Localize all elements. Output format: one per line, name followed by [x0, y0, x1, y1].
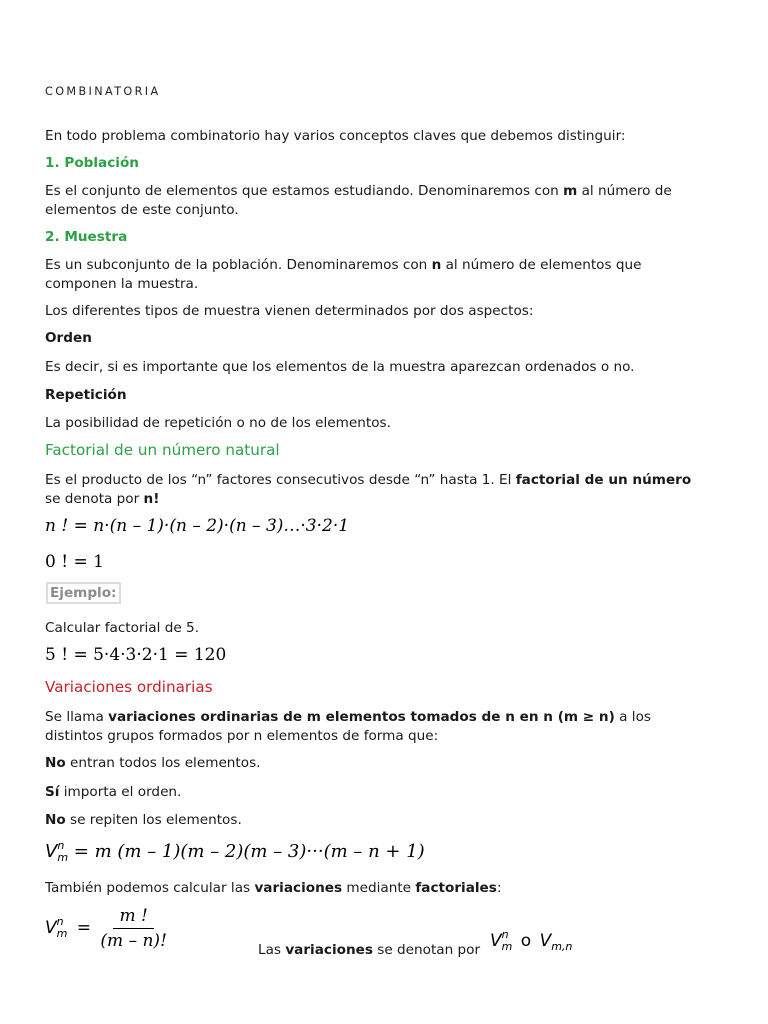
heading-muestra: 2. Muestra [45, 229, 128, 245]
heading-poblacion: 1. Población [45, 155, 139, 171]
rule-3: No se repiten los elementos. [45, 812, 242, 828]
formula-sub: m [57, 851, 69, 864]
denote-text: Las variaciones se denotan por [258, 942, 481, 958]
heading-variaciones: Variaciones ordinarias [45, 678, 213, 696]
muestra-text: Es un subconjunto de la población. Denominaremos con n al número de elementos que componen la muestra. [45, 257, 642, 292]
tipos-text: Los diferentes tipos de muestra vienen determinados por dos aspectos: [45, 303, 534, 319]
formula-v: V [45, 841, 58, 862]
factorial-method-text: También podemos calcular las variaciones mediante factoriales: [45, 880, 502, 896]
variaciones-definition: Se llama variaciones ordinarias de m elementos tomados de n en n (m ≥ n) a los distintos grupos formados por n elementos de forma que: [45, 709, 651, 744]
example-text: Calcular factorial de 5. [45, 620, 200, 636]
fraction [100, 906, 166, 951]
variaciones-formula [45, 839, 425, 864]
section-kicker: COMBINATORIA [45, 85, 161, 98]
example-box [46, 584, 121, 603]
heading-repeticion: Repetición [45, 387, 127, 403]
factorial-formula: n ! = n·(n – 1)·(n – 2)·(n – 3)…·3·2·1 [45, 516, 350, 536]
fraction-numerator: m ! [113, 906, 153, 929]
rule-1: No entran todos los elementos. [45, 755, 261, 771]
denote-notation: $V^n_m$ o $V_{m,n}$ [490, 928, 573, 953]
example-formula: 5 ! = 5·4·3·2·1 = 120 [45, 645, 227, 665]
orden-text: Es decir, si es importante que los elementos de la muestra aparezcan ordenados o no. [45, 359, 635, 375]
variaciones-fraction-formula: $V^n_m$ = $\frac{m !}{(m - n)!}$ [45, 906, 167, 951]
rule-2: Sí importa el orden. [45, 784, 182, 800]
formula-rhs: = m (m – 1)(m – 2)(m – 3)···(m – n + 1) [73, 841, 425, 862]
example-label: Ejemplo: [46, 582, 121, 604]
repeticion-text: La posibilidad de repetición o no de los elementos. [45, 415, 391, 431]
fraction-denominator: (m – n)! [100, 931, 167, 951]
formula-sup: n [57, 839, 65, 852]
intro-text: En todo problema combinatorio hay varios conceptos claves que debemos distinguir: [45, 128, 626, 144]
zero-factorial-formula: 0 ! = 1 [45, 552, 104, 572]
poblacion-text: Es el conjunto de elementos que estamos estudiando. Denominaremos con m al número de elementos de este conjunto. [45, 183, 672, 218]
factorial-text: Es el producto de los “n” factores consecutivos desde “n” hasta 1. El factorial de un número se denota por n! [45, 472, 692, 507]
heading-factorial: Factorial de un número natural [45, 441, 280, 459]
heading-orden: Orden [45, 330, 92, 346]
